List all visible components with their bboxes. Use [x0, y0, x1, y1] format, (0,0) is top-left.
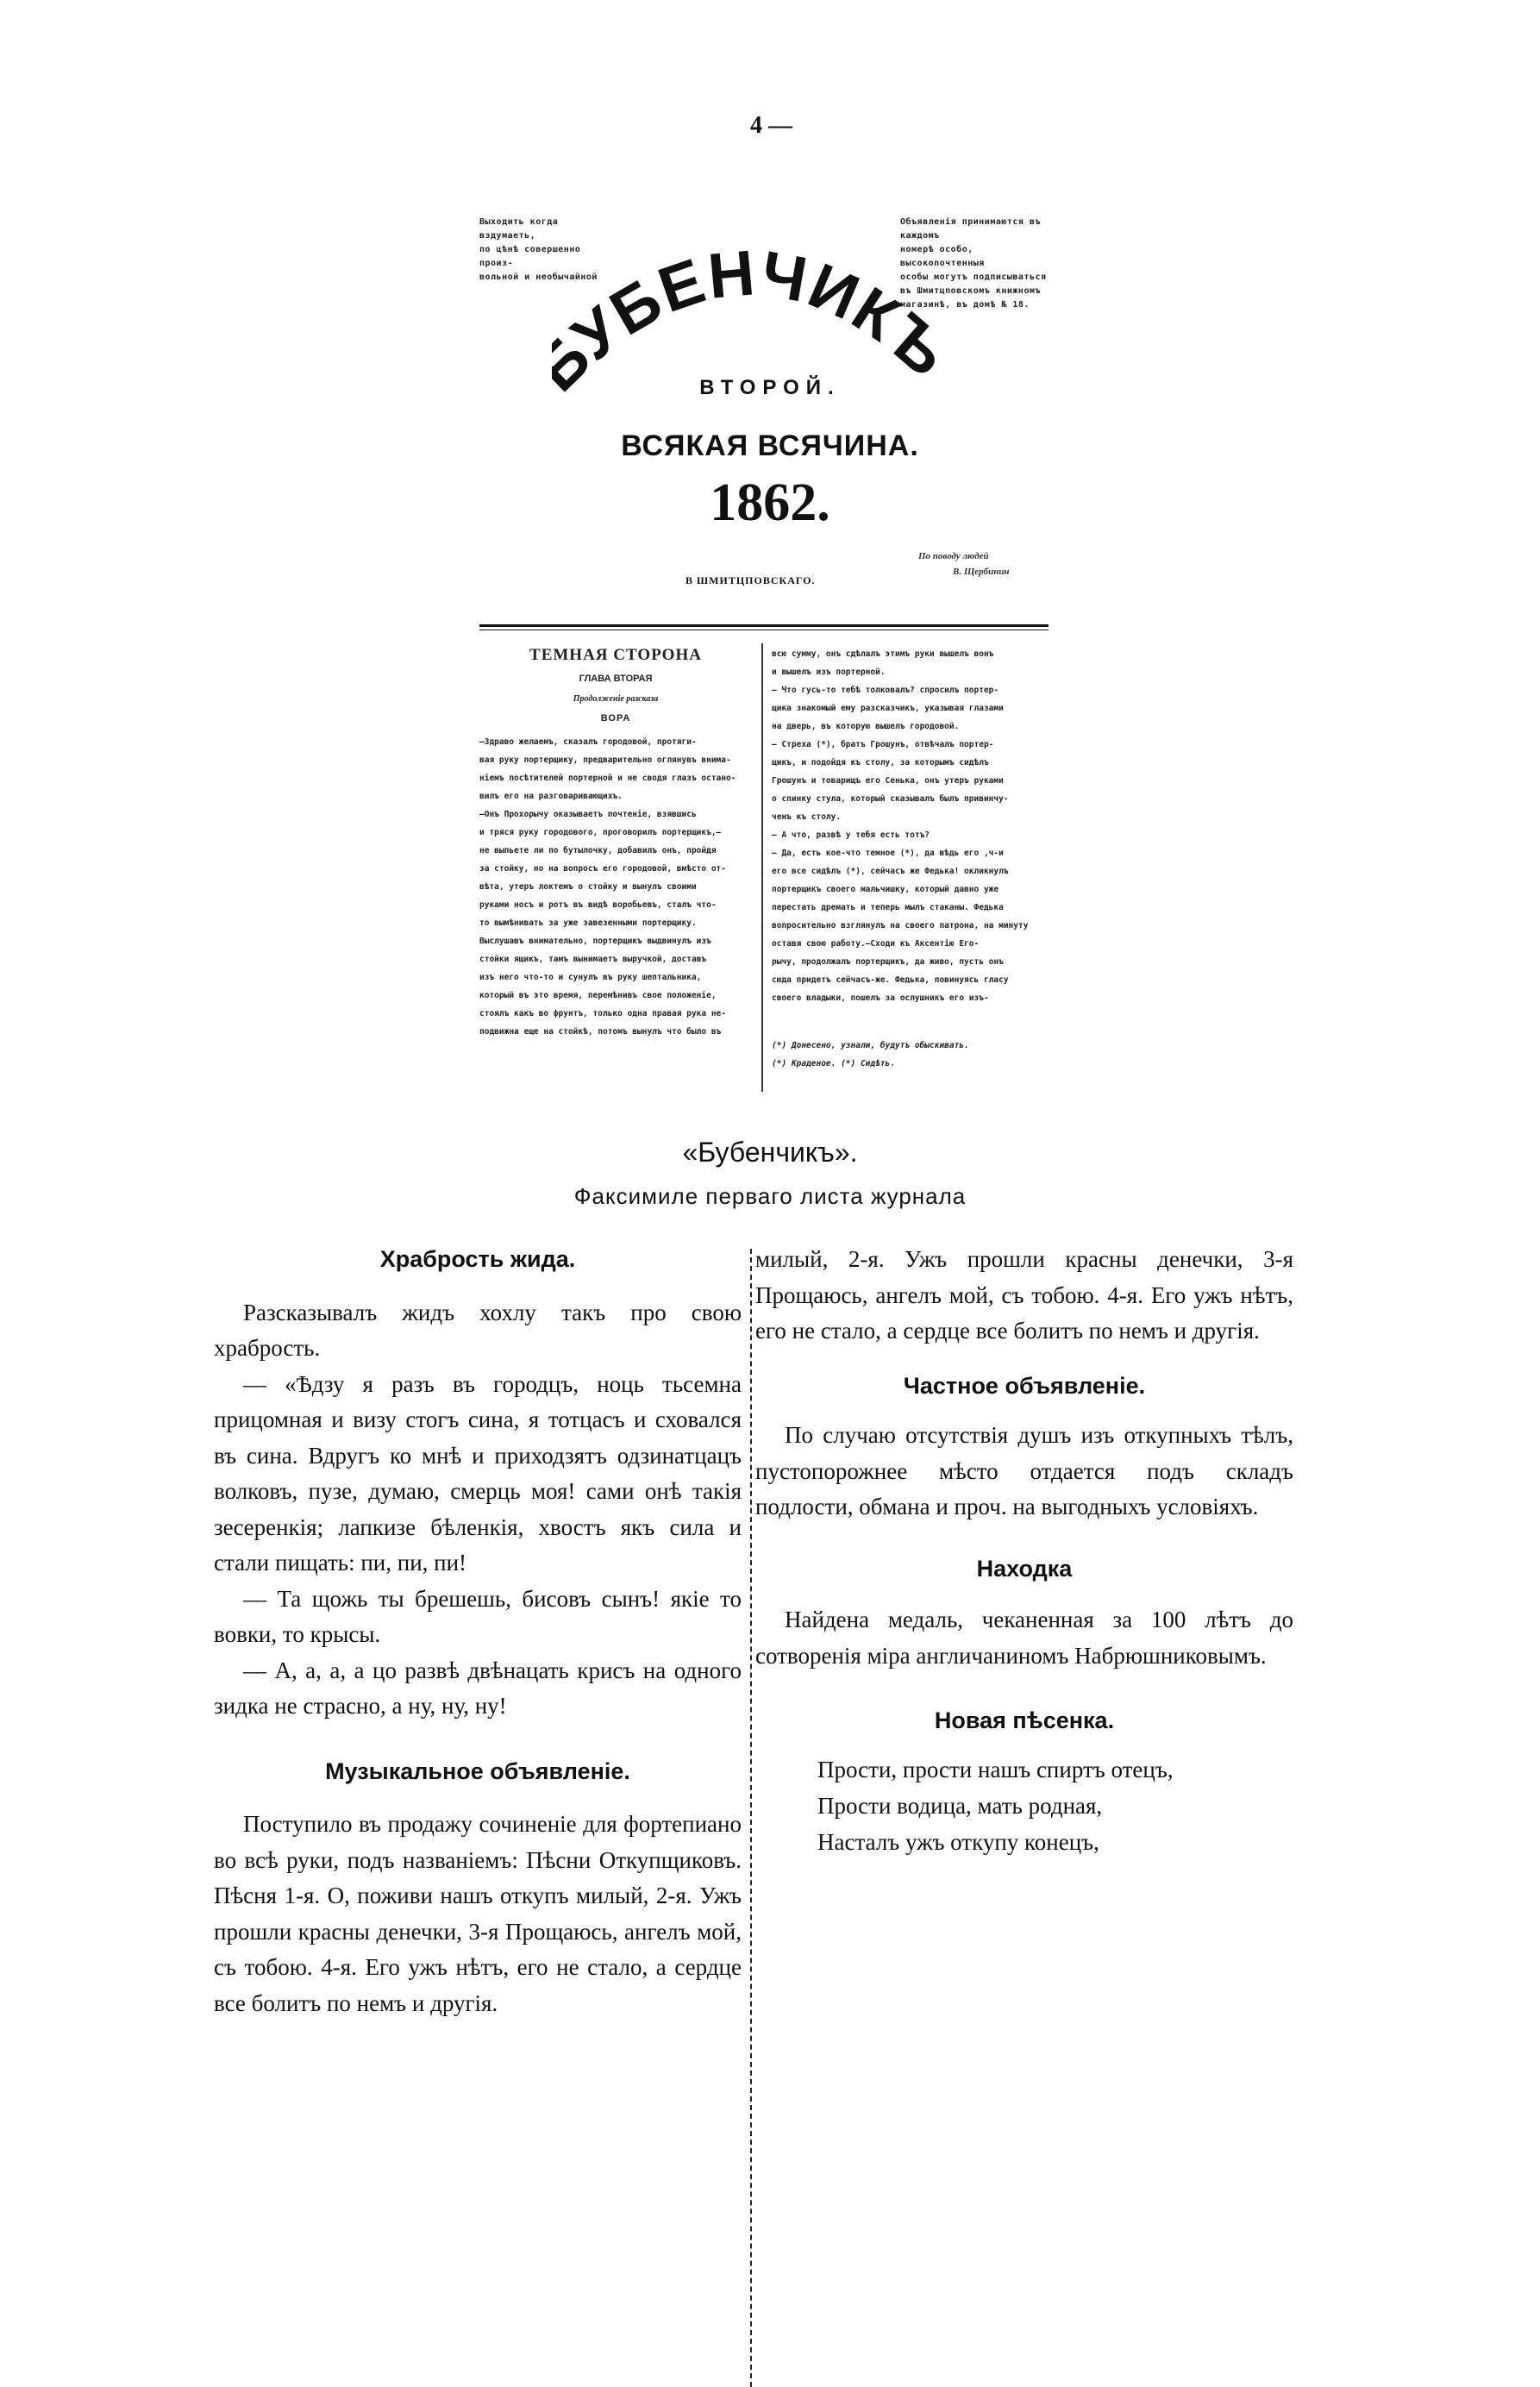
caption-title: «Бубенчикъ». — [682, 1137, 858, 1168]
facsimile-line: оставя свою работу.—Сходи къ Аксентію Его- — [772, 939, 980, 949]
article-paragraph: — А, а, а, а цо развѣ двѣнацать крисъ на одного зидка не страсно, а ну, ну, ну! — [214, 1657, 742, 1719]
facsimile-line: своего владыки, пошелъ за ослушникъ его изъ- — [772, 993, 989, 1003]
article-heading-music: Музыкальное объявленіе. — [325, 1757, 630, 1784]
facsimile-line: —Онъ Прохорычу оказываетъ почтеніе, взявшись — [479, 810, 697, 819]
facsimile-line: щика знакомый ему разсказчикъ, указывая глазами — [772, 704, 1004, 713]
facsimile-line: и тряся руку городового, проговорилъ портерщикъ,— — [479, 828, 722, 837]
facsimile-line: — Стреха (*), братъ Грошунъ, отвѣчалъ портер- — [772, 740, 994, 749]
masthead-right-line: особы могутъ подписываться — [900, 273, 1047, 282]
masthead-left-line: Выходить когда вздумаеть, — [479, 217, 559, 241]
masthead-right-line: магазинѣ, въ домѣ № 18. — [900, 300, 1030, 310]
masthead-left-line: по цѣнѣ совершенно произ- — [479, 245, 581, 268]
facsimile-line: —Здраво желаемъ, сказалъ городовой, протяги- — [479, 737, 697, 747]
facsimile-left-column — [479, 643, 752, 1041]
epigraph-line: В. Щербинин — [953, 567, 1010, 577]
facsimile-line: вѣта, утеръ локтемъ о стойку и вынулъ своими — [479, 882, 697, 892]
facsimile-line: Грошунъ и товарищъ его Сенька, онъ утеръ руками — [772, 776, 1004, 786]
masthead-right-line: Объявленія принимаются въ каждомъ — [900, 217, 1042, 241]
article-heading-bravery: Храбрость жида. — [379, 1246, 576, 1272]
facsimile-line: то вымѣнивать за уже завезенными портерщику. — [479, 918, 697, 928]
article-paragraph: По случаю отсутствія душъ изъ откупныхъ тѣлъ, пустопорожнее мѣсто отдается подъ складъ подлости, обмана и проч. на выгодныхъ условіяхъ. — [755, 1422, 1293, 1519]
facsimile-line: стойки ящикъ, тамъ вынимаетъ выручкой, доставъ — [479, 955, 707, 964]
facsimile-chapter: ГЛАВА ВТОРАЯ — [579, 673, 653, 684]
facsimile-line: сюда придетъ сейчасъ-же. Федька, повинуясь гласу — [772, 975, 1009, 985]
facsimile-line: на дверь, въ которую вышелъ городовой. — [772, 722, 960, 731]
facsimile-line: о спинку стула, который сказывалъ былъ привинчу- — [772, 794, 1009, 804]
article-paragraph: Разсказывалъ жидъ хохлу такъ про свою храбрость. — [214, 1299, 742, 1361]
masthead-subtitle: ВТОРОЙ. — [699, 376, 841, 399]
article-paragraph-music-continued: милый, 2-я. Ужъ прошли красны денечки, 3-я Прощаюсь, ангелъ мой, съ тобою. 4-я. Его ужъ нѣтъ, его не стало, а сердце все болитъ по немъ и другія. — [755, 1246, 1293, 1344]
epigraph-line: По поводу людей — [918, 551, 989, 561]
facsimile-heading: ВОРА — [600, 713, 631, 724]
facsimile-line: и вышелъ изъ портерной. — [772, 667, 886, 677]
masthead-subtitle2: ВСЯКАЯ ВСЯЧИНА. — [621, 429, 919, 462]
masthead-title-arc — [552, 241, 948, 397]
masthead-right-line: номерѣ особо, высокопочтенныя — [900, 245, 985, 268]
facsimile-line: щикъ, и подойдя къ столу, за которымъ сидѣлъ — [772, 758, 989, 767]
facsimile-line: рычу, продолжалъ портерщикъ, да живо, пусть онъ — [772, 957, 1004, 967]
facsimile-footnotes — [772, 1037, 1049, 1073]
facsimile-line: портерщикъ своего мальчишку, который давно уже — [772, 885, 999, 894]
facsimile-line: перестать дремать и теперь мылъ стаканы. Федька — [772, 903, 1004, 912]
article-paragraph-music: Поступило въ продажу сочиненіе для фортепиано во всѣ руки, подъ названіемъ: Пѣсни Откупщиковъ. Пѣсня 1-я. О, поживи нашъ откупъ милый, 2-я. Ужъ прошли красны денечки, 3-я Прощаюсь, ангелъ мой, съ тобою. 4-я. Его ужъ нѣтъ, его не стало, а сердце все болитъ по немъ и другія. — [214, 1811, 742, 2016]
facsimile-line: вилъ его на разговаривающихъ. — [479, 792, 623, 801]
article-heading-private: Частное объявленіе. — [903, 1372, 1146, 1399]
masthead-right-line: въ Шмитцповскомъ книжномъ — [900, 286, 1042, 296]
facsimile-line: стоялъ какъ во фрунтъ, только одна правая рука не- — [479, 1009, 726, 1018]
masthead-title-text: УБЕНЧИК — [559, 241, 914, 374]
masthead-left-line: вольной и необычайной — [479, 273, 598, 282]
facsimile-line: подвижна еще на стойкѣ, потомъ вынулъ что было въ — [479, 1027, 722, 1037]
masthead-title — [552, 241, 948, 397]
song-line: Насталъ ужъ откупу конецъ, — [817, 1828, 1099, 1855]
facsimile-line: — А что, развѣ у тебя есть тотъ? — [772, 830, 930, 840]
masthead-year: 1862. — [710, 473, 830, 532]
masthead-rule — [479, 624, 1049, 627]
facsimile-column-rule — [761, 643, 763, 1092]
right-column — [755, 1242, 1293, 1860]
facsimile-footnote: (*) Краденое. (*) Сидѣть. — [772, 1059, 895, 1068]
facsimile-line: его все сидѣлъ (*), сейчасъ же Федька! окликнулъ — [772, 867, 1009, 876]
facsimile-line: всю сумму, онъ сдѣлалъ этимъ руки вышелъ вонъ — [772, 649, 994, 659]
facsimile-footnote: (*) Донесено, узнали, будутъ обыскивать. — [772, 1041, 969, 1050]
article-paragraph: — Та щожь ты брешешь, бисовъ сынъ! якіе то вовки, то крысы. — [214, 1585, 742, 1647]
column-divider — [750, 1249, 752, 2387]
song-line: Прости водица, мать родная, — [817, 1792, 1103, 1819]
article-paragraph: Найдена медаль, чеканенная за 100 лѣтъ до сотворенія міра англичаниномъ Набрюшниковымъ. — [755, 1607, 1293, 1669]
left-column — [214, 1242, 742, 2016]
facsimile-subtitle: Продолженіе разсказа — [573, 694, 659, 704]
svg-text:БУБЕНЧИКЪ. — [552, 241, 948, 397]
article-paragraph: — «Ѣдзу я разъ въ городцъ, ноць тьсемна прицомная и визу стогъ сина, я тотцасъ и сховался въ сина. Вдругъ ко мнѣ и приходзятъ одзинатцацъ волковъ, пузе, думаю, смерць моя! сами онѣ такія зеcеренкія; лапкизе бѣленкія, хвостъ якъ сила и стали пищать: пи, пи, пи! — [214, 1370, 742, 1576]
facsimile-line: ченъ къ столу. — [772, 812, 842, 822]
facsimile-title: ТЕМНАЯ СТОРОНА — [529, 646, 702, 664]
facsimile-line: — Что гусь-то тебѣ толковалъ? спросилъ портер- — [772, 686, 999, 695]
facsimile-line: — Да, есть кое-что темное (*), да вѣдь его ,ч-и — [772, 849, 1004, 858]
facsimile-line: Выслушавъ внимательно, портерщикъ выдвинулъ изъ — [479, 937, 711, 946]
article-heading-found: Находка — [976, 1555, 1073, 1582]
facsimile-line: вая руку портерщику, предварительно оглянувъ внима- — [479, 755, 731, 765]
caption-subtitle: Факсимиле перваго листа журнала — [573, 1183, 967, 1209]
facsimile-line: за стойку, но на вопросъ его городовой, вмѣсто от- — [479, 864, 726, 874]
facsimile-line: который въ это время, перемѣнивъ свое положеніе, — [479, 991, 717, 1000]
facsimile-line: ніемъ посѣтителей портерной и не сводя глазъ остано- — [479, 774, 736, 783]
page-number: 4 — — [750, 112, 792, 139]
facsimile-right-column — [772, 645, 1049, 1073]
article-heading-song: Новая пѣсенка. — [934, 1707, 1115, 1733]
facsimile-line: руками носъ и ротъ въ видѣ воробьевъ, сталъ что- — [479, 900, 717, 910]
facsimile-line: вопросительно взглянулъ на своего патрона, на минуту — [772, 921, 1029, 930]
song-verse — [755, 1751, 1293, 1860]
facsimile-line: изъ него что-то и сунулъ въ руку шептальника, — [479, 973, 702, 982]
masthead-epigraph — [918, 548, 1056, 580]
song-line: Прости, прости нашъ спиртъ отецъ, — [817, 1756, 1174, 1782]
masthead-press: В ШМИТЦПОВСКАГО. — [685, 574, 816, 586]
facsimile-line: не выпьете ли по бутылочку, добавилъ онъ, пройдя — [479, 846, 717, 855]
